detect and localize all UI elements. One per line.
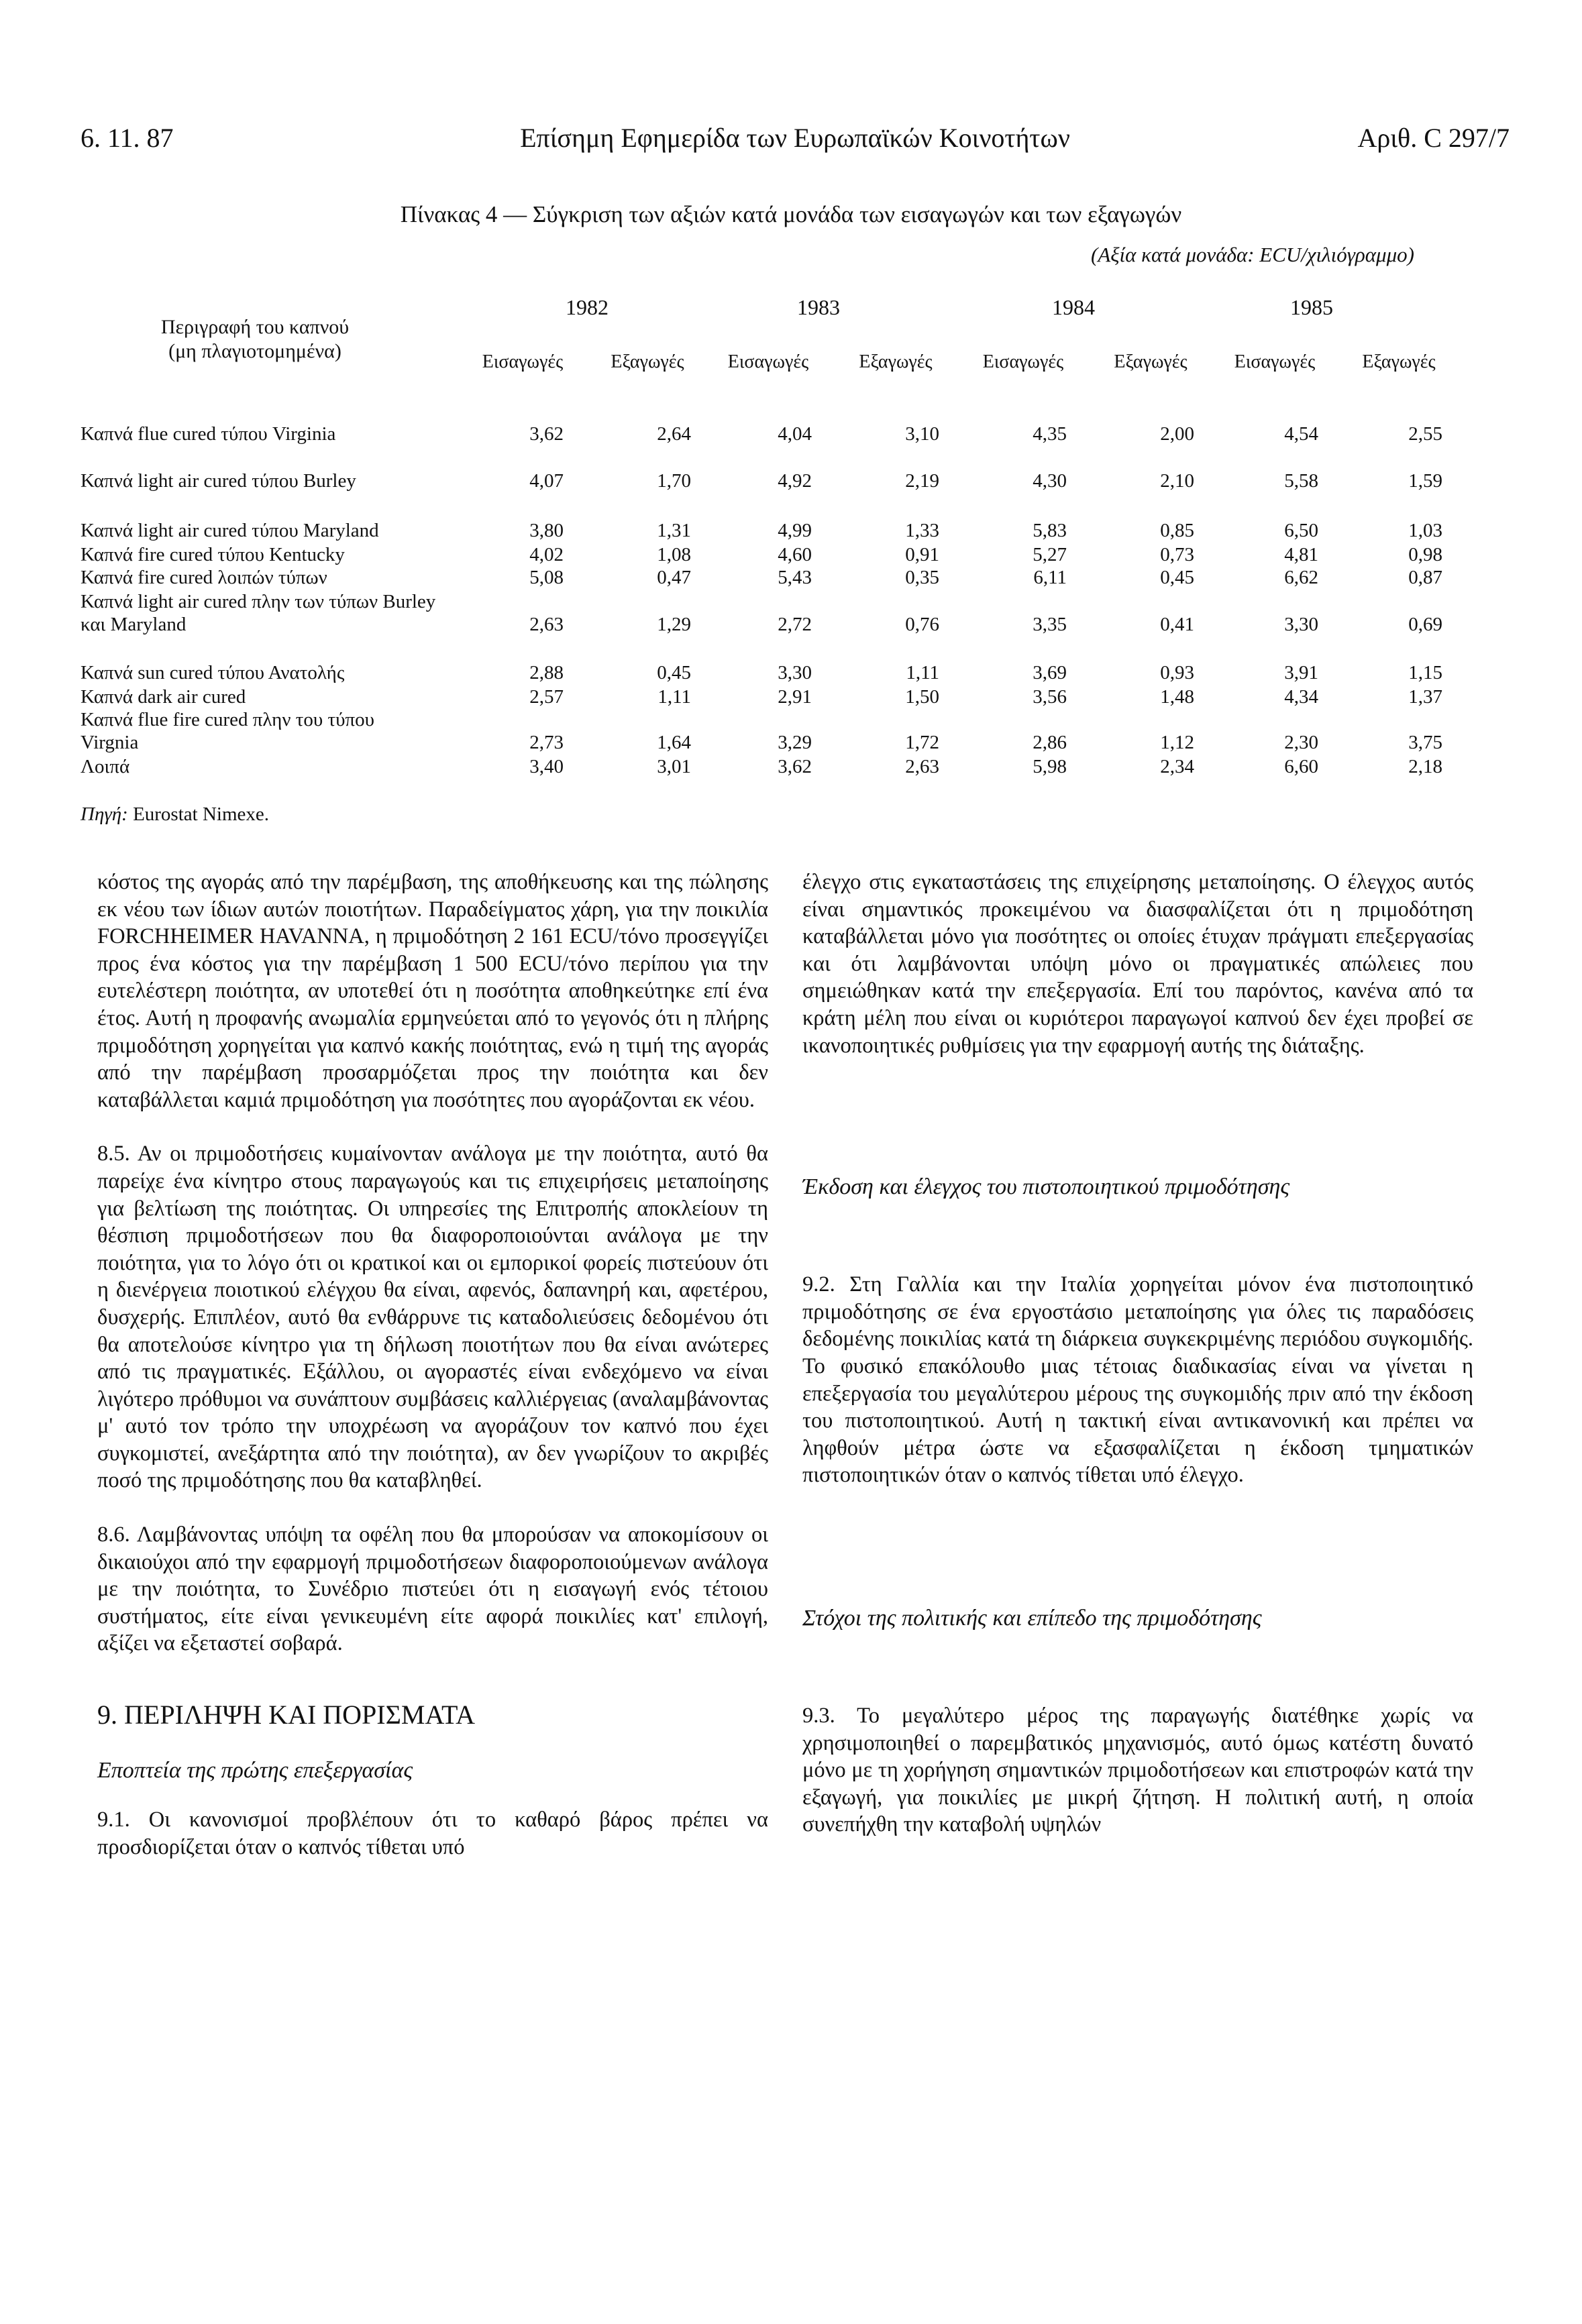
table-cell: 2,63: [905, 756, 939, 777]
paragraph: 8.6. Λαμβάνοντας υπόψη τα οφέλη που θα μπορούσαν να αποκομίσουν οι δικαιούχοι από την εφαρμογή πριμοδοτήσεων διαφοροποιούμενων ανάλογα με την ποιότητα, το Συνέδριο πιστεύει ότι η εισαγωγή ενός τέτοιου συστήματος, είτε είναι γενικευμένη είτε αφορά ποικιλίες κατ' επιλογή, αξίζει να εξεταστεί σοβαρά.: [97, 1523, 768, 1656]
paragraph: 9.1. Οι κανονισμοί προβλέπουν ότι το καθαρό βάρος πρέπει να προσδιορίζεται όταν ο καπνός τίθεται υπό: [97, 1808, 768, 1859]
table-cell: 4,30: [1033, 470, 1067, 492]
table-row: [81, 416, 1510, 445]
table-cell: 1,12: [1160, 732, 1194, 753]
table-cell: 2,18: [1408, 756, 1442, 777]
journal-title: Επίσημη Εφημερίδα των Ευρωπαϊκών Κοινοτήτων: [520, 123, 1070, 153]
table-source: [81, 804, 269, 826]
row-label: Καπνά dark air cured: [81, 686, 246, 708]
paragraph: έλεγχο στις εγκαταστάσεις της επιχείρησης μεταποίησης. Ο έλεγχος αυτός είναι σημαντικός προκειμένου να διασφαλίζεται ότι η πριμοδότηση καταβάλλεται μόνο για ποσότητες οι οποίες έτυχαν πράγματι επεξεργασίας και ότι λαμβάνονται υπόψη μόνο οι πραγματικές απώλειες που σημειώθηκαν κατά την επεξεργασία. Επί του παρόντος, κανένα από τα κράτη μέλη που είναι οι κυριότεροι παραγωγοί καπνού δεν έχει προβεί σε ικανοποιητικές ρυθμίσεις για την εφαρμογή αυτής της διάταξης.: [802, 870, 1473, 1058]
table-cell: 4,04: [778, 423, 812, 445]
source-text: Eurostat Nimexe.: [127, 804, 270, 825]
table-cell: 1,64: [657, 732, 691, 753]
table-cell: 0,87: [1408, 567, 1442, 588]
table-cell: 1,72: [905, 732, 939, 753]
left-column: [97, 869, 768, 1861]
table-cell: 0,76: [905, 614, 939, 635]
table-cell: 3,35: [1033, 614, 1067, 635]
table-cell: 1,48: [1160, 686, 1194, 708]
table-cell: 3,91: [1284, 662, 1318, 683]
table-subheader: Εισαγωγές: [982, 351, 1064, 372]
table-cell: 4,92: [778, 470, 812, 492]
table-cell: 2,88: [529, 662, 564, 683]
table-title: Πίνακας 4 — Σύγκριση των αξιών κατά μονάδα των εισαγωγών και των εξαγωγών: [400, 201, 1182, 227]
table-cell: 2,19: [905, 470, 939, 492]
table-cell: 2,91: [778, 686, 812, 708]
table-cell: 1,50: [905, 686, 939, 708]
table-cell: 0,47: [657, 567, 691, 588]
table-row: [81, 754, 1510, 778]
row-label: Καπνά light air cured πλην των τύπων Burley και Maryland: [81, 591, 436, 635]
table-header-description-line1: Περιγραφή του καπνού: [160, 316, 350, 338]
table-subheader: Εξαγωγές: [611, 351, 684, 372]
row-label: Καπνά flue cured τύπου Virginia: [81, 423, 336, 445]
issue-date: 6. 11. 87: [81, 123, 174, 153]
paragraph: 9.3. Το μεγαλύτερο μέρος της παραγωγής διατέθηκε χωρίς να χρησιμοποιηθεί ο παρεμβατικός μηχανισμός, αυτό όμως κατέστη δυνατό μόνο με τη χορήγηση σημαντικών πριμοδοτήσεων και επιστροφών κατά την εξαγωγή, για ποικιλίες με μικρή ζήτηση. Η πολιτική αυτή, η οποία συνεπήχθη την καταβολή υψηλών: [802, 1703, 1473, 1837]
table-cell: 0,73: [1160, 544, 1194, 565]
paragraph: κόστος της αγοράς από την παρέμβαση, της αποθήκευσης και της πώλησης εκ νέου των ίδιων αυτών ποιοτήτων. Παραδείγματος χάρη, για την ποικιλία FORCHHEIMER HAVANNA, η πριμοδότηση 2 161 ECU/τόνο προσεγγίζει προς ένα κόστος για την παρέμβαση 1 500 ECU/τόνο περίπου για την ευτελέστερη ποιότητα, αν υποτεθεί ότι η ποσότητα αποθηκεύτηκε επί ένα έτος. Αυτή η προφανής ανωμαλία ερμηνεύεται από το γεγονός ότι η πλήρης πριμοδότηση χορηγείται για καπνό κακής ποιότητας, ενώ η τιμή της αγοράς από την παρέμβαση προσαρμόζεται προς την ποιότητα και δεν καταβάλλεται καμιά πριμοδότηση για ποσότητες που αγοράζονται εκ νέου.: [97, 870, 768, 1112]
table-cell: 3,01: [657, 756, 691, 777]
table-cell: 5,83: [1033, 520, 1067, 541]
table-cell: 3,62: [778, 756, 812, 777]
table-cell: 3,80: [529, 520, 564, 541]
table-cell: 2,72: [778, 614, 812, 635]
table-cell: 1,70: [657, 470, 691, 492]
row-label: Καπνά light air cured τύπου Burley: [81, 470, 356, 492]
row-label: Καπνά fire cured λοιπών τύπων: [81, 567, 327, 588]
table-cell: 2,86: [1033, 732, 1067, 753]
table-row: [81, 496, 1510, 542]
table-cell: 0,93: [1160, 662, 1194, 683]
issue-number: Αριθ. C 297/7: [1357, 123, 1510, 153]
table-cell: 2,34: [1160, 756, 1194, 777]
table-header-year: 1983: [797, 295, 840, 319]
paragraph: 9.2. Στη Γαλλία και την Ιταλία χορηγείται μόνον ένα πιστοποιητικό πριμοδότησης σε ένα εργοστάσιο μεταποίησης για όλες τις παραδόσεις δεδομένης ποικιλίας κατά τη διάρκεια συγκεκριμένης περιόδου συγκομιδής. Το φυσικό επακόλουθο μιας τέτοιας διαδικασίας είναι να γίνεται η επεξεργασία του μεγαλύτερου μέρους της συγκομιδής πριν από την έκδοση του πιστοποιητικού. Αυτή η τακτική είναι αντικανονική και πρέπει να ληφθούν μέτρα ώστε να εξασφαλίζεται η έκδοση τμηματικών πιστοποιητικών όταν ο καπνός τίθεται υπό έλεγχο.: [802, 1272, 1473, 1488]
table-row: [81, 590, 1510, 636]
table-subheader: Εισαγωγές: [482, 351, 564, 372]
table-cell: 5,08: [529, 567, 564, 588]
table-row: [81, 708, 1510, 754]
table-cell: 1,15: [1408, 662, 1442, 683]
table-cell: 0,45: [657, 662, 691, 683]
table-cell: 0,41: [1160, 614, 1194, 635]
table-cell: 4,02: [529, 544, 564, 565]
table-cell: 2,63: [529, 614, 564, 635]
table-cell: 3,10: [905, 423, 939, 445]
table-cell: 1,33: [905, 520, 939, 541]
table-cell: 0,69: [1408, 614, 1442, 635]
row-label: Καπνά light air cured τύπου Maryland: [81, 520, 379, 541]
table-row: [81, 684, 1510, 708]
row-label: Καπνά fire cured τύπου Kentucky: [81, 544, 345, 565]
table-cell: 2,57: [529, 686, 564, 708]
table-cell: 6,60: [1284, 756, 1318, 777]
table-cell: 1,11: [657, 686, 691, 708]
right-column: [802, 869, 1473, 1838]
page-header: [81, 122, 1510, 162]
table-header-description-line2: (μη πλαγιοτομημένα): [168, 340, 341, 362]
subsection-heading: Στόχοι της πολιτικής και επίπεδο της πριμοδότησης: [802, 1605, 1262, 1630]
table-row: [81, 566, 1510, 589]
table-cell: 1,08: [657, 544, 691, 565]
table-cell: 0,45: [1160, 567, 1194, 588]
table-cell: 0,91: [905, 544, 939, 565]
table-subheader: Εξαγωγές: [859, 351, 933, 372]
section-heading: 9. ΠΕΡΙΛΗΨΗ ΚΑΙ ΠΟΡΙΣΜΑΤΑ: [97, 1700, 476, 1730]
table-cell: 3,30: [1284, 614, 1318, 635]
table-cell: 2,55: [1408, 423, 1442, 445]
table-subheader: Εξαγωγές: [1362, 351, 1436, 372]
table-subheader: Εισαγωγές: [1234, 351, 1316, 372]
table-row: [81, 543, 1510, 566]
table-cell: 2,10: [1160, 470, 1194, 492]
table-cell: 1,11: [906, 662, 939, 683]
table-cell: 1,29: [657, 614, 691, 635]
row-label: Καπνά flue fire cured πλην του τύπου Virgnia: [81, 709, 374, 753]
table-header-description: [114, 315, 396, 364]
table-cell: 2,73: [529, 732, 564, 753]
table-cell: 5,27: [1033, 544, 1067, 565]
table-subheader: Εισαγωγές: [727, 351, 809, 372]
paragraph: 8.5. Αν οι πριμοδοτήσεις κυμαίνονταν ανάλογα με την ποιότητα, αυτό θα παρείχε ένα κίνητρο στους παραγωγούς και τις επιχειρήσεις μεταποίησης για βελτίωση της ποιότητας. Οι υπηρεσίες της Επιτροπής αποκλείουν τη θέσπιση πριμοδοτήσεων που θα διαφοροποιούνται ανάλογα με την ποιότητα, για το λόγο ότι οι κρατικοί και οι εμπορικοί φορείς πιστεύουν ότι η διενέργεια ποιοτικού ελέγχου θα είναι, αφενός, δαπανηρή και, αφετέρου, δυσχερής. Επιπλέον, αυτό θα ενθάρρυνε τις καταδολιεύσεις δεδομένου ότι θα αποτελούσε κίνητρο για τη δήλωση ποιοτήτων που θα είναι ανώτερες από τις πραγματικές. Εξάλλου, οι αγοραστές είναι ενδεχόμενο να είναι λιγότερο πρόθυμοι να συνάπτουν συμβάσεις καλλιέργειας (αναλαμβάνοντας μ' αυτό τον τρόπο την υποχρέωση να αγοράζουν τον καπνό που έχει συγκομιστεί, ανεξάρτητα από την ποιότητα), αν δεν γνωρίζουν το ακριβές ποσό της πριμοδότησης που θα καταβληθεί.: [97, 1142, 768, 1493]
table-cell: 4,34: [1284, 686, 1318, 708]
table-cell: 1,37: [1408, 686, 1442, 708]
subsection-heading: Εποπτεία της πρώτης επεξεργασίας: [97, 1758, 413, 1783]
table-cell: 5,98: [1033, 756, 1067, 777]
subsection-heading: Έκδοση και έλεγχος του πιστοποιητικού πριμοδότησης: [802, 1174, 1290, 1200]
table-cell: 2,30: [1284, 732, 1318, 753]
table-cell: 4,07: [529, 470, 564, 492]
table-cell: 4,60: [778, 544, 812, 565]
table-row: [81, 639, 1510, 684]
table-cell: 4,81: [1284, 544, 1318, 565]
table-cell: 0,98: [1408, 544, 1442, 565]
row-label: Καπνά sun cured τύπου Ανατολής: [81, 662, 345, 683]
row-label: Λοιπά: [81, 756, 130, 777]
table-cell: 1,31: [657, 520, 691, 541]
table-cell: 0,35: [905, 567, 939, 588]
table-cell: 5,43: [778, 567, 812, 588]
table-cell: 3,30: [778, 662, 812, 683]
table-cell: 4,35: [1033, 423, 1067, 445]
table-cell: 3,56: [1033, 686, 1067, 708]
table-header-year: 1982: [566, 295, 609, 319]
table-cell: 3,62: [529, 423, 564, 445]
table-header-year: 1984: [1052, 295, 1095, 319]
source-label: Πηγή:: [81, 804, 128, 825]
table-cell: 4,99: [778, 520, 812, 541]
table-cell: 2,00: [1160, 423, 1194, 445]
table-cell: 6,11: [1033, 567, 1067, 588]
table-cell: 2,64: [657, 423, 691, 445]
table-cell: 4,54: [1284, 423, 1318, 445]
table-cell: 5,58: [1284, 470, 1318, 492]
table-header-year: 1985: [1290, 295, 1333, 319]
table-cell: 3,69: [1033, 662, 1067, 683]
table-row: [81, 447, 1510, 492]
table-cell: 3,75: [1408, 732, 1442, 753]
table-cell: 6,50: [1284, 520, 1318, 541]
table-cell: 3,29: [778, 732, 812, 753]
table-subheader: Εξαγωγές: [1114, 351, 1188, 372]
table-cell: 3,40: [529, 756, 564, 777]
table-cell: 1,59: [1408, 470, 1442, 492]
table-unit: (Αξία κατά μονάδα: ECU/χιλιόγραμμο): [1091, 243, 1414, 266]
table-cell: 6,62: [1284, 567, 1318, 588]
table-cell: 0,85: [1160, 520, 1194, 541]
table-cell: 1,03: [1408, 520, 1442, 541]
